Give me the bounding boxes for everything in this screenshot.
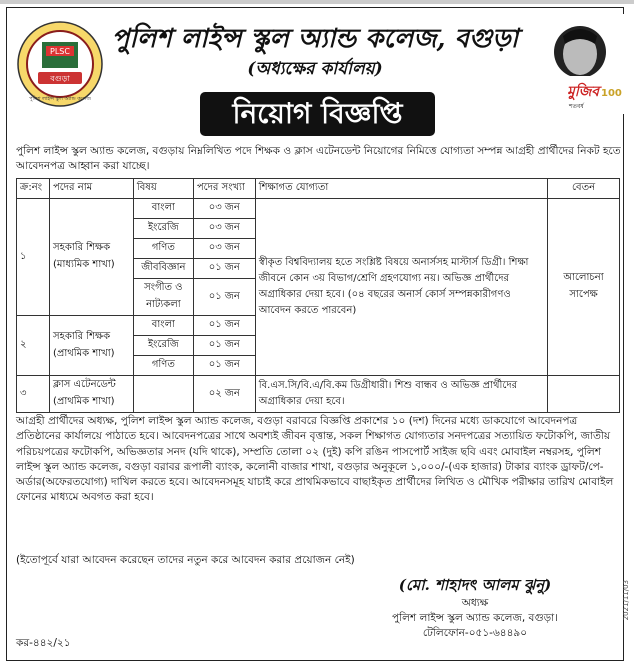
row-salary: আলোচনা সাপেক্ষ <box>548 199 620 376</box>
row-count: ০৩ জন <box>193 219 255 239</box>
svg-text:বগুড়া: বগুড়া <box>50 74 70 83</box>
signatory-institution: পুলিশ লাইন্স স্কুল অ্যান্ড কলেজ, বগুড়া। <box>392 612 558 624</box>
portrait-emblem <box>525 14 625 114</box>
institution-title: পুলিশ লাইন্স স্কুল অ্যান্ড কলেজ, বগুড়া <box>111 24 519 54</box>
row-qualification: স্বীকৃত বিশ্ববিদ্যালয় হতে সংশ্লিষ্ট বিষয়ে অনার্সসহ মাস্টার্স ডিগ্রী। শিক্ষা জীবনে কোন ৩য় বিভাগ/শ্রেণি গ্রহণযোগ্য নয়। অভিজ্ঞ প্রার্থীদের অগ্রাধিকার দেয়া হবে। (০৪ বছরের অনার্স কোর্স সম্পন্নকারীগণও আবেদন করতে পারবেন) <box>255 199 547 376</box>
row-count: ০১ জন <box>193 356 255 376</box>
school-logo <box>16 20 104 108</box>
row-count: ০১ জন <box>193 336 255 356</box>
row-subject: গণিত <box>133 239 193 259</box>
row-subject: জীববিজ্ঞান <box>133 259 193 279</box>
row-salary-empty <box>548 376 620 413</box>
row-subject: বাংলা <box>133 316 193 336</box>
side-code: 2021/11/03 <box>622 580 630 621</box>
table-header-row <box>17 179 620 199</box>
svg-text:100: 100 <box>601 88 622 99</box>
row-count: ০১ জন <box>193 259 255 279</box>
row-subject: ইংরেজি <box>133 336 193 356</box>
application-instructions: আগ্রহী প্রার্থীদের অধ্যক্ষ, পুলিশ লাইন্স স্কুল অ্যান্ড কলেজ, বগুড়া বরাবরে বিজ্ঞপ্তি প্রকাশের ১০ (দশ) দিনের মধ্যে ডাকযোগে আবেদনপত্র প্রতিষ্ঠানের কার্যালয়ে পাঠাতে হবে। আবেদনপত্রের সাথে অবশ্যই জীবন বৃত্তান্ত, সকল শিক্ষাগত যোগ্যতার সনদপত্রের সত্যায়িত ফটোকপি, জাতীয় পরিচয়পত্রের ফটোকপি, অভিজ্ঞতার সনদ (যদি থাকে), সম্প্রতি তোলা ০২ (দুই) কপি রঙিন পাসপোর্ট সাইজ ছবি এবং মোবাইল নম্বরসহ, পুলিশ লাইন্স স্কুল অ্যান্ড কলেজ, বগুড়া বরাবর রূপালী ব্যাংক, কলোনী বাজার শাখা, বগুড়ার অনুকূলে ১,০০০/-(এক হাজার) টাকার ব্যাংক ড্রাফট/পে-অর্ডার(অফেরতযোগ্য) দাখিল করতে হবে। আবেদনসমূহ যাচাই করে প্রাথমিকভাবে বাছাইকৃত প্রার্থীদের লিখিত ও মৌখিক পরীক্ষার তারিখ মোবাইল ফোনের মাধ্যমে অবগত করা হবে। <box>16 415 614 504</box>
row-subject: সংগীত ও নাট্যকলা <box>133 279 193 316</box>
header-salary: বেতন <box>548 179 620 199</box>
svg-text:PLSC: PLSC <box>50 47 70 56</box>
previous-applicants-note: (ইতোপূর্বে যারা আবেদন করেছেন তাদের নতুন করে আবেদন করার প্রয়োজন নেই) <box>16 554 355 566</box>
row-sl: ১ <box>17 199 50 316</box>
header-subject: বিষয় <box>133 179 193 199</box>
signatory-phone: টেলিফোন-০৫১-৬৪৪৯০ <box>422 627 528 639</box>
row-sl: ২ <box>17 316 50 376</box>
vacancy-table <box>16 178 620 413</box>
signature-block <box>360 574 590 641</box>
svg-text:শতবর্ষ: শতবর্ষ <box>569 103 584 110</box>
row-post: সহকারি শিক্ষক (মাধ্যমিক শাখা) <box>49 199 133 316</box>
row-count: ০২ জন <box>193 376 255 413</box>
row-count: ০১ জন <box>193 316 255 336</box>
row-count: ০৩ জন <box>193 199 255 219</box>
header-count: পদের সংখ্যা <box>193 179 255 199</box>
row-sl: ৩ <box>17 376 50 413</box>
row-subject: গণিত <box>133 356 193 376</box>
row-qualification: বি.এস.সি/বি.এ/বি.কম ডিগ্রীধারী। শিশু বান্ধব ও অভিজ্ঞ প্রার্থীদের অগ্রাধিকার দেয়া হবে। <box>255 376 547 413</box>
top-edge-strip <box>0 0 634 4</box>
row-count: ০৩ জন <box>193 239 255 259</box>
row-subject: ইংরেজি <box>133 219 193 239</box>
svg-text:পুলিশ লাইন্স স্কুল অ্যান্ড কলে: পুলিশ লাইন্স স্কুল অ্যান্ড কলেজ <box>29 96 91 102</box>
signatory-designation: অধ্যক্ষ <box>461 597 489 609</box>
table-row <box>17 376 620 413</box>
table-row <box>17 199 620 219</box>
header-sl: ক্র:নং <box>17 179 50 199</box>
row-post: ক্লাস এটেনডেন্ট (প্রাথমিক শাখা) <box>49 376 133 413</box>
header-qualification: শিক্ষাগত যোগ্যতা <box>255 179 547 199</box>
svg-text:মুজিব: মুজিব <box>567 84 600 100</box>
intro-paragraph: পুলিশ লাইন্স স্কুল অ্যান্ড কলেজ, বগুড়ায় নিম্নলিখিত পদে শিক্ষক ও ক্লাস এটেনডেন্ট নিয়োগের নিমিত্তে যোগ্যতা সম্পন্ন আগ্রহী প্রার্থীদের নিকট হতে আবেদনপত্র আহ্বান করা যাচ্ছে। <box>16 145 621 172</box>
recruitment-banner: নিয়োগ বিজ্ঞপ্তি <box>200 92 435 136</box>
row-subject <box>133 376 193 413</box>
row-post: সহকারি শিক্ষক (প্রাথমিক শাখা) <box>49 316 133 376</box>
row-subject: বাংলা <box>133 199 193 219</box>
row-count: ০১ জন <box>193 279 255 316</box>
office-subtitle: (অধ্যক্ষের কার্যালয়) <box>247 59 383 79</box>
header-post: পদের নাম <box>49 179 133 199</box>
reference-number: কর-৪৪২/২১ <box>16 637 71 649</box>
signatory-name: (মো. শাহাদৎ আলম ঝুনু) <box>398 576 552 594</box>
